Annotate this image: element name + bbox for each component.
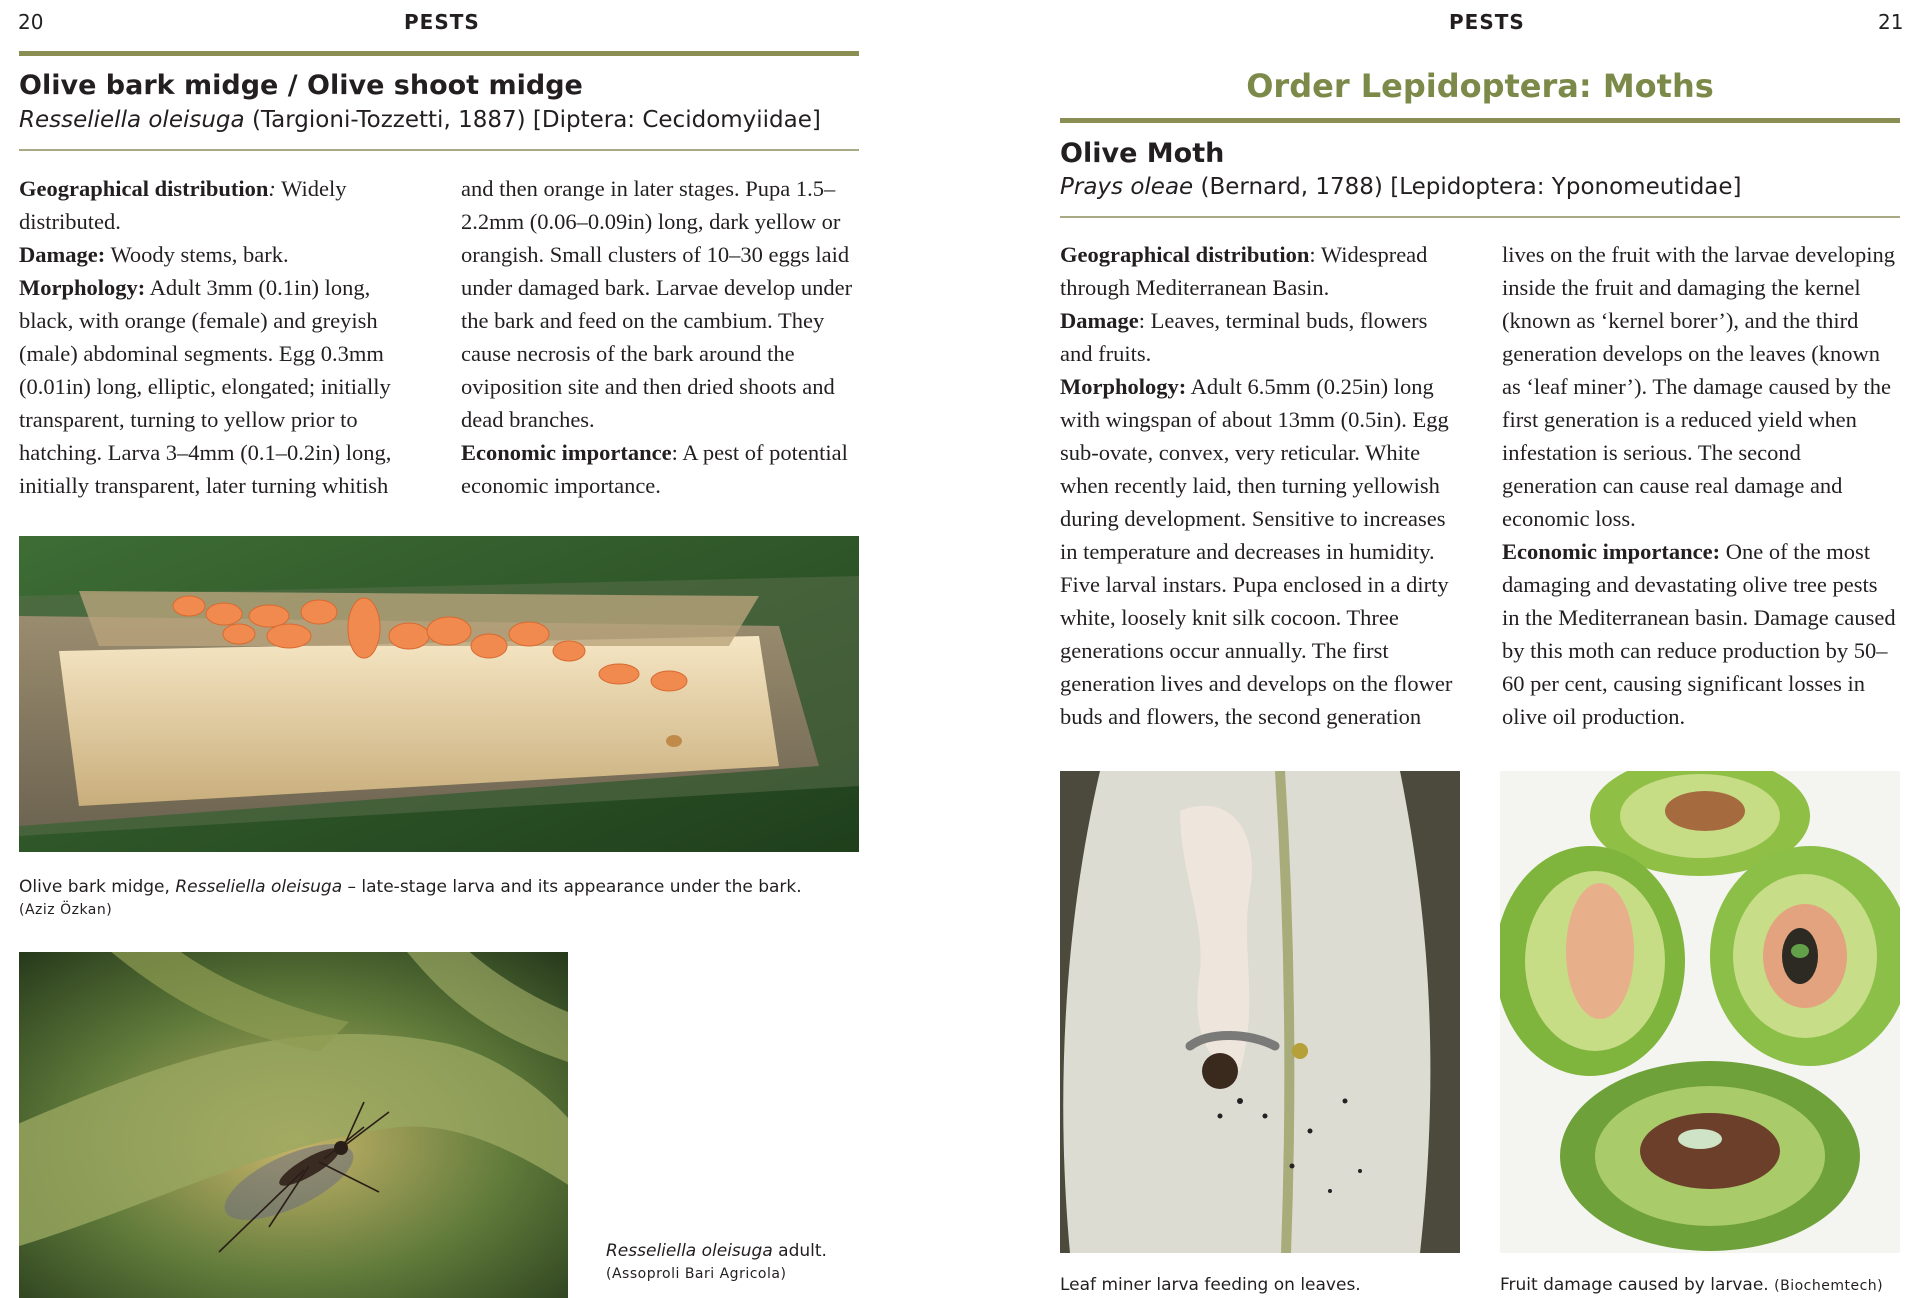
morphology-label: Morphology: bbox=[1060, 374, 1187, 399]
page-number-left: 20 bbox=[18, 10, 44, 34]
caption-text: Olive bark midge, bbox=[19, 877, 176, 897]
pest-subtitle-left bbox=[19, 107, 821, 133]
body-text-left bbox=[19, 172, 859, 512]
photo-bark-midge-adult bbox=[19, 952, 568, 1298]
damage-label: Damage: bbox=[19, 242, 106, 267]
order-rule bbox=[1060, 118, 1900, 123]
economic-label: Economic importance bbox=[461, 440, 672, 465]
caption-figure-1 bbox=[19, 876, 859, 898]
scientific-name: Resseliella oleisuga bbox=[19, 107, 245, 133]
caption-text: Fruit damage caused by larvae. bbox=[1500, 1275, 1769, 1295]
credit-figure-4: (Biochemtech) bbox=[1774, 1278, 1884, 1294]
pest-subtitle-right bbox=[1060, 174, 1742, 200]
running-head-right: PESTS bbox=[1449, 10, 1525, 34]
pest-title-left: Olive bark midge / Olive shoot midge bbox=[19, 70, 583, 101]
caption-text-post: adult. bbox=[772, 1241, 827, 1261]
economic-text: One of the most damaging and devastating olive tree pests in the Mediterranean basin. Damage caused by this moth can reduce production by 50–60 per cent, causing significant losses in olive oil production. bbox=[1502, 539, 1896, 729]
damage-text: Woody stems, bark. bbox=[105, 242, 289, 267]
authority: (Bernard, 1788) [Lepidoptera: Yponomeutidae] bbox=[1200, 174, 1742, 200]
morphology-text: Adult 6.5mm (0.25in) long with wingspan of about 13mm (0.5in). Egg sub-ovate, convex, very reticular. White when recently laid, then turning yellowish during development. Sensitive to increases in temperature and decreases in humidity. Five larval instars. Pupa enclosed in a dirty white, loosely knit silk cocoon. Three generations occur annually. The first generation lives and develops on the flower buds and flowers, the second generation lives on the fruit with the larvae developing inside the fruit and damaging the kernel (known as ‘kernel borer’), and the third generation develops on the leaves (known as ‘leaf miner’). The damage caused by the first generation is a reduced yield when infestation is serious. The second generation can cause real damage and economic loss. bbox=[1060, 242, 1896, 729]
header-rule-left bbox=[19, 51, 859, 56]
caption-italic: Resseliella oleisuga bbox=[175, 877, 343, 897]
order-title: Order Lepidoptera: Moths bbox=[1246, 67, 1714, 105]
photo-fruit-damage bbox=[1500, 771, 1900, 1253]
caption-figure-2 bbox=[606, 1240, 827, 1262]
scientific-name: Prays oleae bbox=[1060, 174, 1194, 200]
pest-title-right: Olive Moth bbox=[1060, 138, 1225, 169]
economic-label: Economic importance: bbox=[1502, 539, 1721, 564]
geo-text: Widely distributed. bbox=[19, 176, 347, 234]
fruit-damage-illustration bbox=[1500, 771, 1900, 1253]
authority: (Targioni-Tozzetti, 1887) [Diptera: Cecidomyiidae] bbox=[251, 107, 821, 133]
photo-bark-midge-larvae bbox=[19, 536, 859, 852]
caption-italic: Resseliella oleisuga bbox=[606, 1241, 773, 1261]
caption-figure-3: Leaf miner larva feeding on leaves. bbox=[1060, 1275, 1361, 1295]
credit-figure-2: (Assoproli Bari Agricola) bbox=[606, 1266, 787, 1282]
adult-midge-illustration bbox=[19, 952, 568, 1298]
geo-label: Geographical distribution bbox=[1060, 242, 1310, 267]
economic-text: : A pest of potential economic importance. bbox=[461, 440, 848, 498]
damage-label: Damage bbox=[1060, 308, 1139, 333]
geo-colon: : bbox=[268, 176, 276, 201]
geo-label: Geographical distribution bbox=[19, 176, 269, 201]
morphology-text: Adult 3mm (0.1in) long, black, with orange (female) and greyish (male) abdominal segments. Egg 0.3mm (0.01in) long, elliptic, elongated; initially transparent, turning to yellow prior to hatching. Larva 3–4mm (0.1–0.2in) long, initially transparent, later turning whitish and then orange in later stages. Pupa 1.5–2.2mm (0.06–0.09in) long, dark yellow or orangish. Small clusters of 10–30 eggs laid under damaged bark. Larvae develop under the bark and feed on the cambium. They cause necrosis of the bark around the oviposition site and then dried shoots and dead branches. bbox=[19, 176, 853, 498]
damage-text: : Leaves, terminal buds, flowers and fruits. bbox=[1060, 308, 1428, 366]
photo-leaf-miner bbox=[1060, 771, 1460, 1253]
geo-text: : Widespread through Mediterranean Basin. bbox=[1060, 242, 1428, 300]
caption-figure-4 bbox=[1500, 1274, 1883, 1297]
body-text-right bbox=[1060, 238, 1900, 738]
page-number-right: 21 bbox=[1878, 10, 1904, 34]
leaf-miner-illustration bbox=[1060, 771, 1460, 1253]
title-rule-right bbox=[1060, 216, 1900, 218]
caption-text-post: – late-stage larva and its appearance under the bark. bbox=[342, 877, 802, 897]
title-rule-left bbox=[19, 149, 859, 151]
running-head-left: PESTS bbox=[404, 10, 480, 34]
morphology-label: Morphology: bbox=[19, 275, 146, 300]
larvae-illustration bbox=[19, 536, 859, 852]
credit-figure-1: (Aziz Özkan) bbox=[19, 902, 113, 918]
